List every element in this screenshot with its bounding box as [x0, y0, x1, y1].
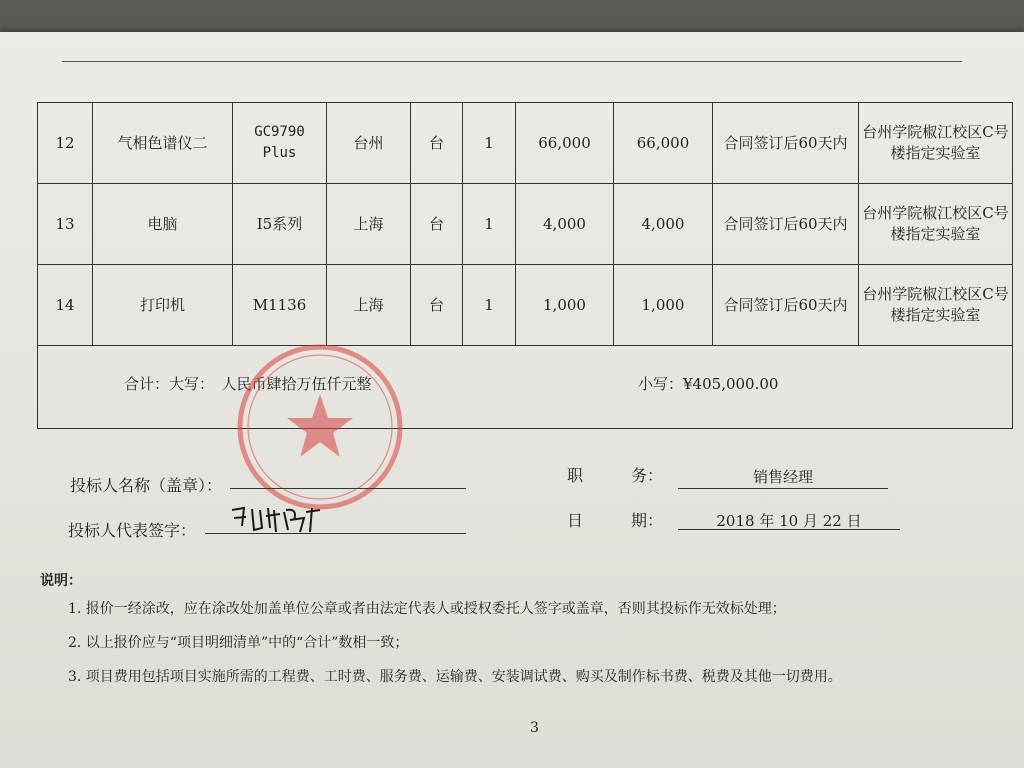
item-qty: 1 [463, 184, 516, 265]
item-qty: 1 [463, 265, 516, 346]
item-qty: 1 [463, 103, 516, 184]
item-unit-price: 66,000 [516, 103, 614, 184]
notes-section [40, 570, 842, 700]
item-model: M1136 [233, 265, 327, 346]
date-label: 日 期： [567, 511, 664, 530]
note-item: 1. 报价一经涂改，应在涂改处加盖单位公章或者由法定代表人或授权委托人签字或盖章，否则其投标作无效标处理； [68, 601, 786, 617]
item-total: 1,000 [614, 265, 713, 346]
item-number: 14 [38, 265, 93, 346]
item-name: 气相色谱仪二 [93, 103, 233, 184]
item-unit-price: 1,000 [516, 265, 614, 346]
item-delivery: 合同签订后60天内 [713, 103, 859, 184]
item-model: GC9790 Plus [233, 103, 327, 184]
item-name: 电脑 [93, 184, 233, 265]
total-cell [38, 346, 1013, 429]
item-origin: 台州 [327, 103, 411, 184]
position-value: 销售经理 [752, 468, 813, 486]
total-figures [638, 374, 778, 395]
item-origin: 上海 [327, 184, 411, 265]
table-row [38, 184, 1013, 265]
item-origin: 上海 [327, 265, 411, 346]
total-words-value: 人民币肆拾万伍仟元整 [221, 375, 372, 393]
table-row [38, 265, 1013, 346]
item-number: 13 [38, 184, 93, 265]
date-value: 2018 年 10 月 22 日 [716, 512, 862, 530]
item-delivery: 合同签订后60天内 [713, 265, 859, 346]
page-number: 3 [530, 720, 539, 736]
total-words [124, 374, 372, 395]
table-row [38, 103, 1013, 184]
item-location: 台州学院椒江校区C号楼指定实验室 [859, 184, 1013, 265]
total-small-value: ¥405,000.00 [683, 375, 779, 393]
position-line [678, 487, 888, 489]
item-total: 4,000 [614, 184, 713, 265]
note-item: 3. 项目费用包括项目实施所需的工程费、工时费、服务费、运输费、安装调试费、购买及制作标书费、税费及其他一切费用。 [68, 669, 842, 685]
handwritten-signature [228, 504, 324, 536]
total-row [38, 346, 1013, 429]
item-delivery: 合同签订后60天内 [713, 184, 859, 265]
header-rule [62, 61, 962, 62]
item-unit: 台 [411, 184, 463, 265]
bidder-name-label: 投标人名称（盖章）： [70, 476, 223, 495]
item-unit-price: 4,000 [516, 184, 614, 265]
price-table [37, 102, 1013, 429]
document-page [0, 32, 1024, 768]
representative-label: 投标人代表签字： [68, 521, 197, 540]
item-number: 12 [38, 103, 93, 184]
item-total: 66,000 [614, 103, 713, 184]
item-location: 台州学院椒江校区C号楼指定实验室 [859, 103, 1013, 184]
total-label: 合计：大写： [124, 375, 207, 393]
position-label: 职 务： [567, 466, 664, 485]
item-location: 台州学院椒江校区C号楼指定实验室 [859, 265, 1013, 346]
total-small-label: 小写： [638, 375, 684, 393]
item-unit: 台 [411, 265, 463, 346]
notes-heading: 说明： [40, 573, 82, 589]
item-unit: 台 [411, 103, 463, 184]
note-item: 2. 以上报价应与“项目明细清单”中的“合计”数相一致； [68, 635, 409, 651]
item-model: I5系列 [233, 184, 327, 265]
date-line [678, 528, 900, 530]
item-name: 打印机 [93, 265, 233, 346]
bidder-name-line [230, 487, 466, 489]
